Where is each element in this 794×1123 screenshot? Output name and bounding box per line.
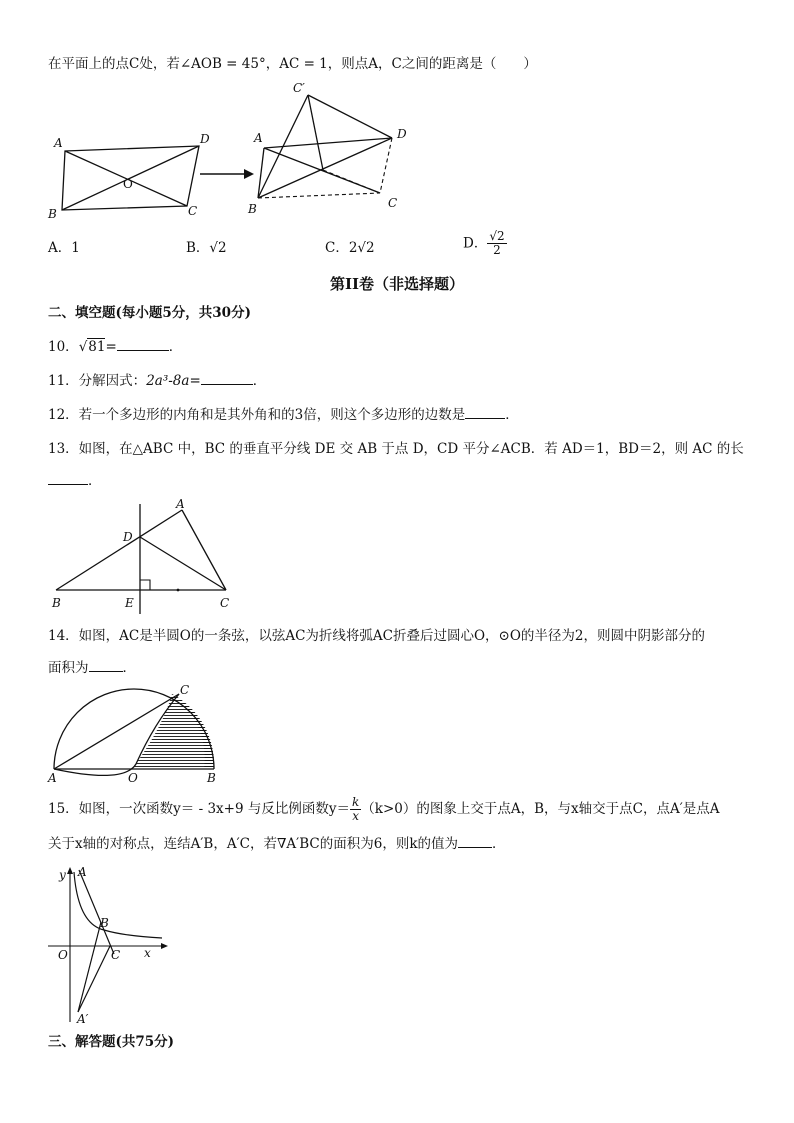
q11-blank (201, 384, 253, 385)
q9-right-label-c-prime: C′ (293, 81, 305, 95)
q12-blank (465, 418, 505, 419)
q9-left-label-b: B (48, 207, 57, 221)
q14-text-line1: 14．如图，AC是半圆O的一条弦，以弦AC为折线将弧AC折叠后过圆心O，⊙O的半径为2，则圆中阴影部分的 (48, 628, 706, 644)
q9-right-label-b: B (248, 202, 257, 216)
q9-option-a: A．1 (48, 240, 80, 256)
q9-right-label-a: A (254, 131, 263, 145)
q9-option-b: B．√2 (186, 240, 227, 256)
section2-title: 二、填空题(每小题5分，共30分) (48, 305, 251, 321)
q14-label-c: C (180, 684, 190, 697)
q15-text-line2: 关于x轴的对称点，连结A′B，A′C，若∇A′BC的面积为6，则k的值为 ． (48, 836, 506, 852)
q9-left-label-o: O (123, 177, 133, 191)
q12-text: 12．若一个多边形的内角和是其外角和的3倍，则这个多边形的边数是 ． (48, 407, 519, 423)
q13-label-b: B (52, 596, 61, 610)
q14-blank (89, 671, 123, 672)
q15-label-x: x (144, 946, 151, 960)
q13-label-e: E (125, 596, 134, 610)
q11-text: 11．分解因式：2a³-8a= ． (48, 373, 267, 389)
section3-title: 三、解答题(共75分) (48, 1034, 175, 1050)
q10-blank (117, 350, 169, 351)
q14-figure (44, 684, 224, 784)
q15-label-o: O (58, 948, 68, 962)
q9-right-label-c: C (388, 196, 398, 210)
q15-label-b: B (100, 916, 109, 930)
q14-label-a: A (48, 771, 57, 784)
q15-label-y: y (59, 868, 66, 882)
q13-figure (44, 496, 244, 614)
q15-blank (458, 847, 492, 848)
q9-figure-right (240, 78, 420, 218)
q9-option-d: D． $\frac{√2}{2}$ (463, 229, 505, 257)
q13-text: 13．如图，在△ABC 中，BC 的垂直平分线 DE 交 AB 于点 D，CD 平分∠ACB．若 AD＝1，BD＝2，则 AC 的长 (48, 441, 744, 457)
q9-text: 在平面上的点C处，若∠AOB = 45°，AC = 1，则点A，C之间的距离是（ ） (48, 56, 537, 72)
q15-label-a-prime: A′ (77, 1012, 89, 1026)
q13-label-a: A (176, 497, 185, 511)
q9-figure-left (44, 128, 224, 223)
q15-figure (44, 862, 174, 1026)
q13-blank (48, 484, 88, 485)
q10-text: 10．√81= ． (48, 339, 183, 355)
q9-left-label-d: D (200, 132, 210, 146)
q13-label-c: C (220, 596, 230, 610)
q9-right-label-d: D (397, 127, 407, 141)
q13-label-d: D (123, 530, 133, 544)
q15-text-line1: 15．如图，一次函数y＝ - 3x+9 与反比例函数y＝ $\frac{k}{x}$ （k>0）的图象上交于点A，B，与x轴交于点C，点A′是点A (48, 795, 720, 823)
q13-answer-line: ． (48, 471, 102, 491)
part2-title: 第II卷（非选择题） (329, 275, 465, 293)
q9-left-label-a: A (54, 136, 63, 150)
q9-left-label-c: C (188, 204, 198, 218)
q15-label-c: C (111, 948, 121, 962)
q14-label-b: B (207, 771, 216, 784)
q14-text-line2: 面积为 ． (48, 660, 136, 676)
q15-label-a: A (78, 865, 87, 879)
q14-label-o: O (128, 771, 138, 784)
q9-option-c: C．2√2 (325, 240, 375, 256)
